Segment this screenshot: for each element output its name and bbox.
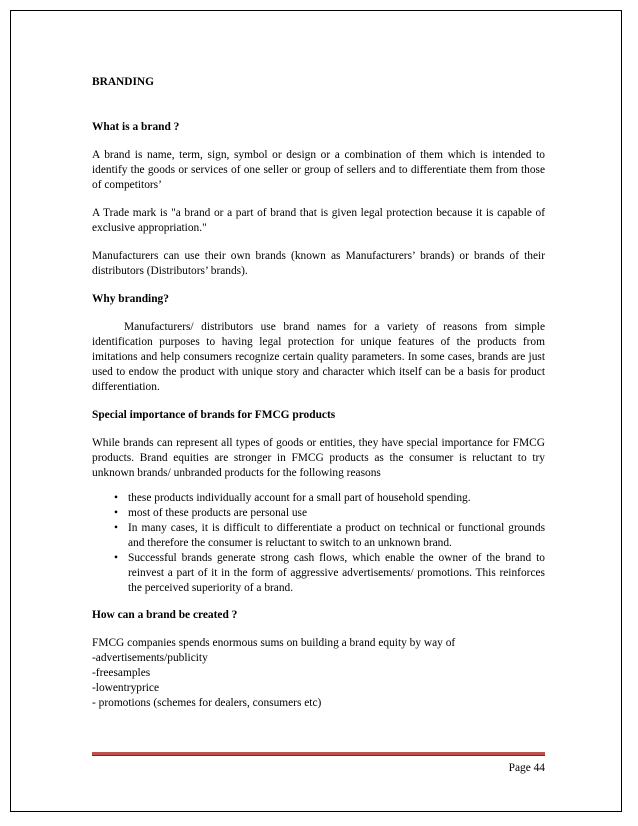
how-item-promotions: - promotions (schemes for dealers, consumers etc) (92, 697, 322, 709)
list-item-text: most of these products are personal use (128, 507, 308, 519)
list-item (92, 551, 545, 596)
paragraph-special-importance: While brands can represent all types of goods or entities, they have special importance for FMCG products. Brand equities are stronger in FMCG products as the consumer is reluctant to try unknown brands/ unbranded products for the following reasons (92, 437, 545, 479)
bullet-icon: • (114, 552, 118, 564)
paragraph-brand-definition: A brand is name, term, sign, symbol or design or a combination of them which is intended to identify the goods or services of one seller or group of sellers and to differentiate them from those of competitors’ (92, 149, 545, 191)
bullet-icon: • (114, 522, 118, 534)
list-item-text: In many cases, it is difficult to differentiate a product on technical or functional grounds and therefore the consumer is reluctant to switch to an unknown brand. (128, 522, 545, 549)
list-item (92, 491, 545, 506)
section-heading-branding: BRANDING (92, 76, 155, 88)
how-item-freesamples: -freesamples (92, 667, 151, 679)
question-how-created: How can a brand be created ? (92, 609, 238, 621)
question-what-is-brand: What is a brand ? (92, 121, 180, 133)
paragraph-manufacturers-brands: Manufacturers can use their own brands (known as Manufacturers’ brands) or brands of their distributors (Distributors’ brands). (92, 250, 545, 277)
document-body (92, 75, 545, 711)
list-item (92, 506, 545, 521)
bullet-icon: • (114, 492, 118, 504)
how-item-advertisements: -advertisements/publicity (92, 652, 208, 664)
question-special-importance: Special importance of brands for FMCG products (92, 409, 336, 421)
page-number: Page 44 (508, 762, 545, 774)
paragraph-trade-mark: A Trade mark is "a brand or a part of brand that is given legal protection because it is capable of exclusive appropriation." (92, 207, 545, 234)
footer-rule (92, 752, 545, 756)
how-item-lowentryprice: -lowentryprice (92, 682, 160, 694)
reasons-list (92, 491, 545, 596)
question-why-branding: Why branding? (92, 293, 169, 305)
paragraph-why-branding: Manufacturers/ distributors use brand names for a variety of reasons from simple identification purposes to having legal protection for unique features of the products from imitations and help consumers recognize certain quality parameters. In some cases, brands are just used to endow the product with unique story and character which itself can be a basis for product differentiation. (92, 321, 545, 393)
list-item-text: these products individually account for a small part of household spending. (128, 492, 471, 504)
list-item (92, 521, 545, 551)
bullet-icon: • (114, 507, 118, 519)
list-item-text: Successful brands generate strong cash flows, which enable the owner of the brand to reinvest a part of it in the form of aggressive advertisements/ promotions. This reinforces the perceived superiority of a brand. (128, 552, 545, 594)
paragraph-how-created: FMCG companies spends enormous sums on building a brand equity by way of (92, 637, 456, 649)
